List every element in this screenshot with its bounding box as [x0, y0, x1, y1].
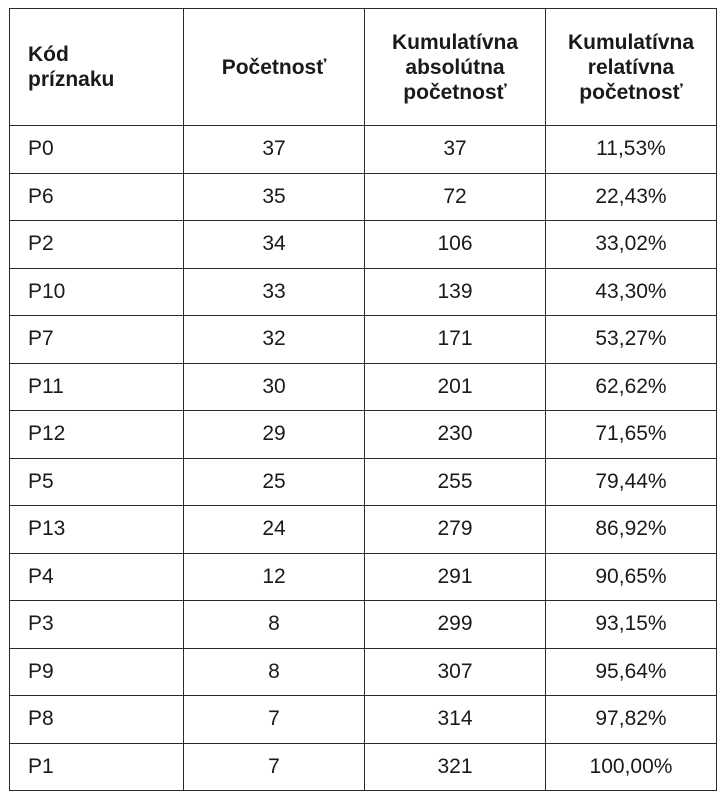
symptom-code-cell: P1 [10, 743, 184, 791]
symptom-code-cell: P0 [10, 126, 184, 174]
frequency-cell: 33 [184, 268, 365, 316]
header-row [10, 9, 717, 126]
symptom-code-cell: P4 [10, 553, 184, 601]
cumulative-frequency-table [9, 8, 717, 791]
header-line: Početnosť [221, 55, 327, 79]
cumulative-relative-cell: 53,27% [546, 316, 717, 364]
symptom-code-cell: P6 [10, 173, 184, 221]
table-row [10, 553, 717, 601]
frequency-cell: 32 [184, 316, 365, 364]
frequency-cell: 29 [184, 411, 365, 459]
header-line: Kód [28, 43, 69, 66]
table-row [10, 696, 717, 744]
table-body [10, 126, 717, 791]
symptom-code-cell: P8 [10, 696, 184, 744]
cumulative-absolute-cell: 139 [365, 268, 546, 316]
table-row [10, 601, 717, 649]
cumulative-relative-cell: 71,65% [546, 411, 717, 459]
table-row [10, 316, 717, 364]
cumulative-relative-cell: 95,64% [546, 648, 717, 696]
cumulative-relative-cell: 79,44% [546, 458, 717, 506]
cumulative-absolute-cell: 255 [365, 458, 546, 506]
header-line: Kumulatívna [567, 30, 695, 54]
frequency-cell: 8 [184, 601, 365, 649]
table-row [10, 173, 717, 221]
symptom-code-cell: P12 [10, 411, 184, 459]
cumulative-relative-cell: 62,62% [546, 363, 717, 411]
table-row [10, 743, 717, 791]
cumulative-absolute-cell: 314 [365, 696, 546, 744]
table-row [10, 648, 717, 696]
cumulative-absolute-cell: 72 [365, 173, 546, 221]
table-header [10, 9, 717, 126]
cumulative-absolute-cell: 307 [365, 648, 546, 696]
header-line: relatívna [587, 55, 675, 79]
header-line: príznaku [28, 68, 115, 91]
cumulative-relative-cell: 93,15% [546, 601, 717, 649]
frequency-cell: 8 [184, 648, 365, 696]
frequency-cell: 25 [184, 458, 365, 506]
symptom-code-cell: P11 [10, 363, 184, 411]
cumulative-relative-cell: 22,43% [546, 173, 717, 221]
symptom-code-cell: P3 [10, 601, 184, 649]
cumulative-absolute-cell: 230 [365, 411, 546, 459]
cumulative-absolute-cell: 299 [365, 601, 546, 649]
cumulative-relative-cell: 97,82% [546, 696, 717, 744]
symptom-code-cell: P2 [10, 221, 184, 269]
table-row [10, 126, 717, 174]
frequency-cell: 7 [184, 696, 365, 744]
cumulative-absolute-cell: 37 [365, 126, 546, 174]
table-row [10, 221, 717, 269]
table-row [10, 458, 717, 506]
header-cumulative-absolute [365, 9, 546, 126]
header-cumulative-relative [546, 9, 717, 126]
symptom-code-cell: P5 [10, 458, 184, 506]
cumulative-relative-cell: 43,30% [546, 268, 717, 316]
table-row [10, 411, 717, 459]
header-line: početnosť [403, 80, 507, 104]
cumulative-relative-cell: 100,00% [546, 743, 717, 791]
cumulative-relative-cell: 11,53% [546, 126, 717, 174]
frequency-cell: 34 [184, 221, 365, 269]
frequency-cell: 37 [184, 126, 365, 174]
frequency-table-container [9, 8, 717, 791]
cumulative-absolute-cell: 279 [365, 506, 546, 554]
symptom-code-cell: P9 [10, 648, 184, 696]
table-row [10, 506, 717, 554]
cumulative-relative-cell: 86,92% [546, 506, 717, 554]
frequency-cell: 24 [184, 506, 365, 554]
frequency-cell: 12 [184, 553, 365, 601]
frequency-cell: 7 [184, 743, 365, 791]
cumulative-absolute-cell: 291 [365, 553, 546, 601]
symptom-code-cell: P7 [10, 316, 184, 364]
table-row [10, 363, 717, 411]
cumulative-absolute-cell: 321 [365, 743, 546, 791]
frequency-cell: 35 [184, 173, 365, 221]
header-line: absolútna [405, 55, 505, 79]
symptom-code-cell: P13 [10, 506, 184, 554]
table-row [10, 268, 717, 316]
header-line: Kumulatívna [391, 30, 519, 54]
symptom-code-cell: P10 [10, 268, 184, 316]
cumulative-relative-cell: 90,65% [546, 553, 717, 601]
header-line: početnosť [579, 80, 683, 104]
frequency-cell: 30 [184, 363, 365, 411]
cumulative-absolute-cell: 201 [365, 363, 546, 411]
header-frequency [184, 9, 365, 126]
cumulative-relative-cell: 33,02% [546, 221, 717, 269]
cumulative-absolute-cell: 171 [365, 316, 546, 364]
header-symptom-code [10, 9, 184, 126]
cumulative-absolute-cell: 106 [365, 221, 546, 269]
